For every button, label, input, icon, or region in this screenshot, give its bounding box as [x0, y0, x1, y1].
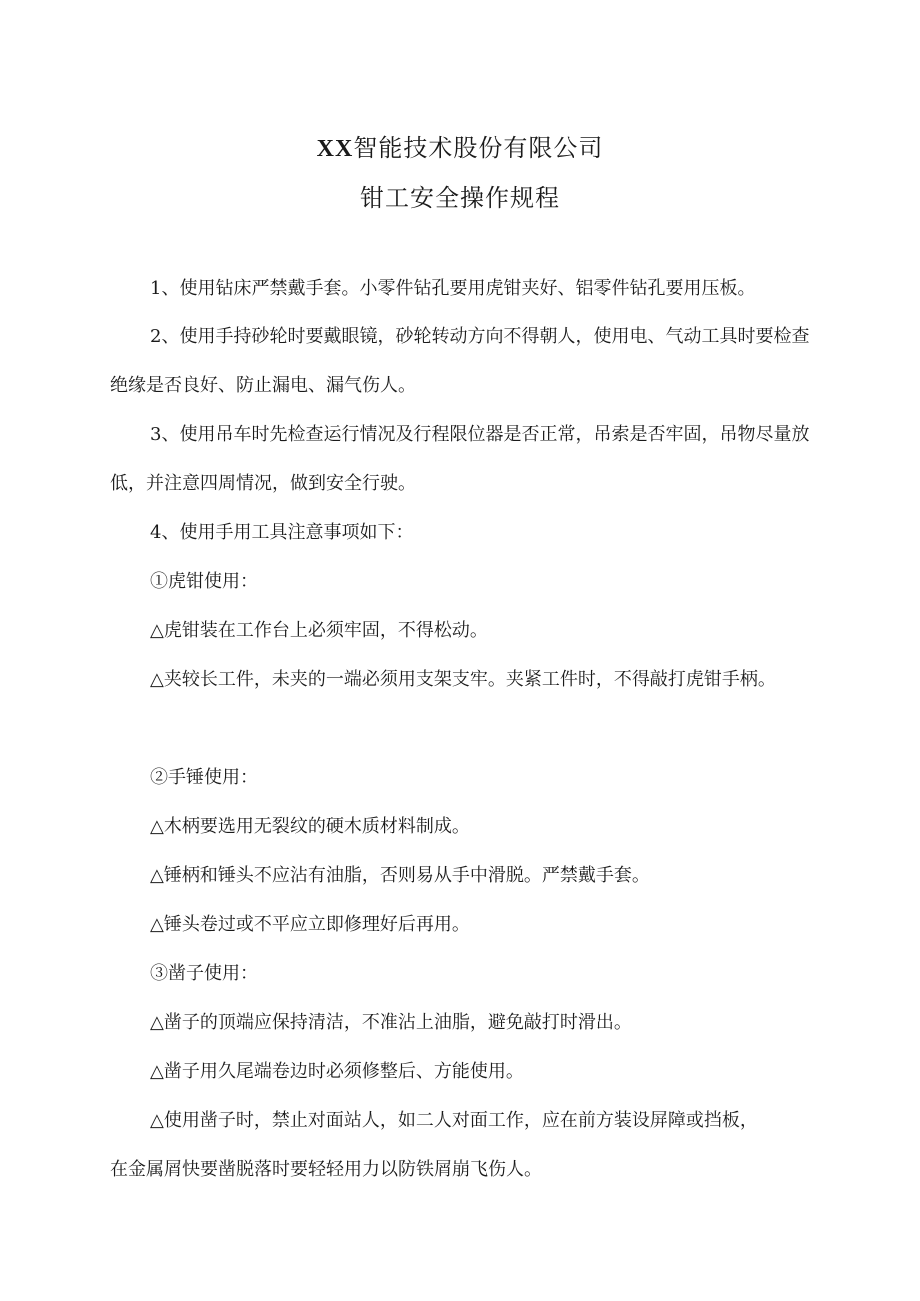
subheading-hammer: ②手锤使用： — [150, 767, 258, 788]
bullet-chisel-1: △凿子的顶端应保持清洁，不准沾上油脂，避免敲打时滑出。 — [150, 1012, 632, 1033]
subheading-chisel: ③凿子使用： — [150, 963, 258, 984]
paragraph-3: 3、使用吊车时先检查运行情况及行程限位器是否正常，吊索是否牢固，吊物尽量放低，并注意四周情况，做到安全行驶。 — [110, 424, 810, 494]
company-name — [0, 128, 920, 163]
bullet-vise-2: △夹较长工件，未夹的一端必须用支架支牢。夹紧工件时，不得敲打虎钳手柄。 — [150, 669, 776, 690]
bullet-vise-1: △虎钳装在工作台上必须牢固，不得松动。 — [150, 620, 488, 641]
bullet-hammer-2: △锤柄和锤头不应沾有油脂，否则易从手中滑脱。严禁戴手套。 — [150, 865, 650, 886]
company-prefix: XX — [316, 136, 354, 162]
bullet-hammer-3: △锤头卷过或不平应立即修理好后再用。 — [150, 914, 470, 935]
bullet-chisel-2: △凿子用久尾端卷边时必须修整后、方能使用。 — [150, 1061, 524, 1082]
subheading-vise: ①虎钳使用： — [150, 571, 258, 592]
paragraph-4: 4、使用手用工具注意事项如下： — [150, 522, 414, 543]
document-title: 钳工安全操作规程 — [360, 184, 560, 212]
company-name-text: 智能技术股份有限公司 — [353, 134, 604, 162]
bullet-hammer-1: △木柄要选用无裂纹的硬木质材料制成。 — [150, 816, 470, 837]
paragraph-2: 2、使用手持砂轮时要戴眼镜，砂轮转动方向不得朝人，使用电、气动工具时要检查绝缘是否良好、防止漏电、漏气伤人。 — [110, 326, 810, 396]
bullet-chisel-3: △使用凿子时，禁止对面站人，如二人对面工作，应在前方装设屏障或挡板，在金属屑快要凿脱落时要轻轻用力以防铁屑崩飞伤人。 — [110, 1110, 758, 1180]
paragraph-1: 1、使用钻床严禁戴手套。小零件钻孔要用虎钳夹好、铝零件钻孔要用压板。 — [150, 278, 756, 299]
